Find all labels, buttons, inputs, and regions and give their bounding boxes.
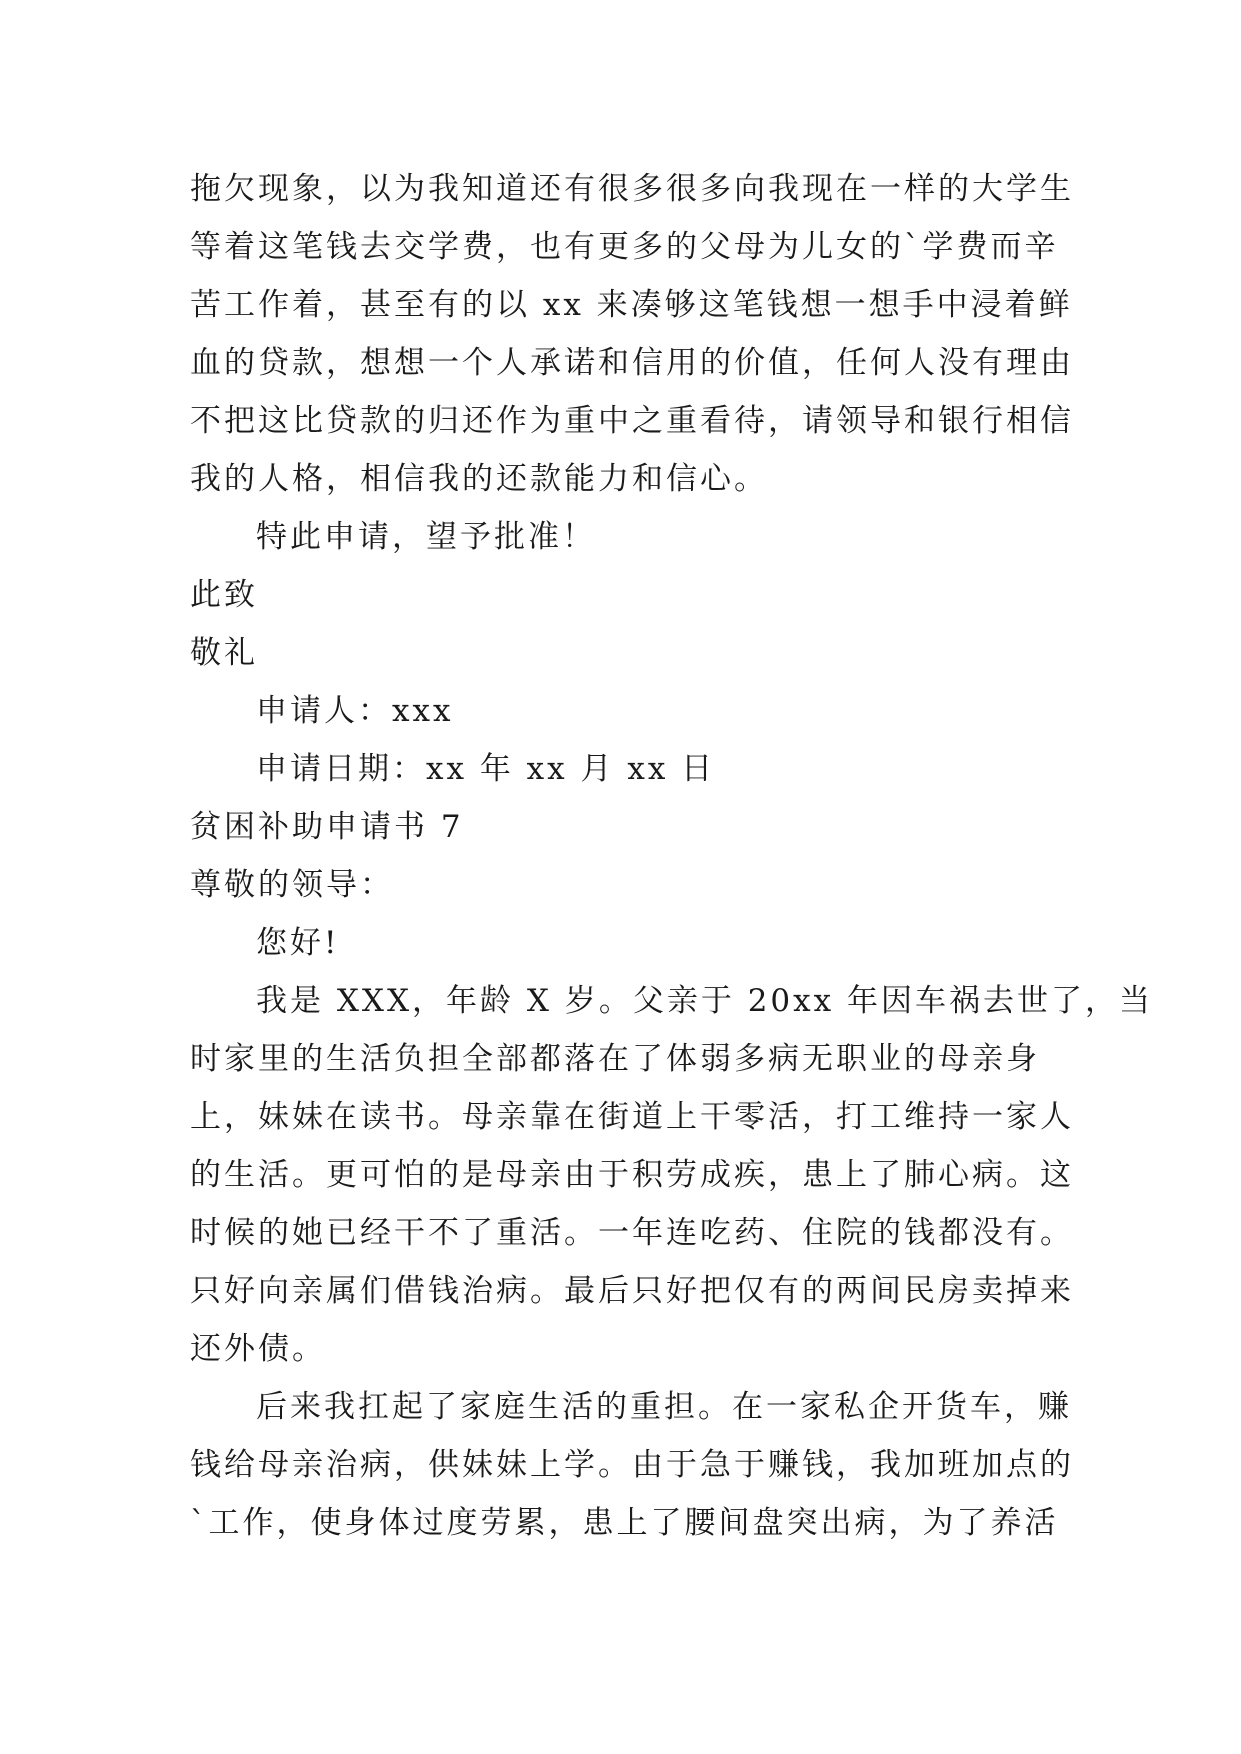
text-line: 等着这笔钱去交学费，也有更多的父母为儿女的`学费而辛: [190, 229, 1059, 265]
greeting-line: 尊敬的领导：: [190, 867, 394, 903]
text-line: 时候的她已经干不了重活。一年连吃药、住院的钱都没有。: [190, 1215, 1074, 1251]
document-body: [190, 160, 1153, 1552]
text-line: 钱给母亲治病，供妹妹上学。由于急于赚钱，我加班加点的: [190, 1447, 1074, 1483]
applicant-name: 申请人：xxx: [256, 693, 454, 729]
text-line: 上，妹妹在读书。母亲靠在街道上干零活，打工维持一家人: [190, 1099, 1074, 1135]
text-line: 的生活。更可怕的是母亲由于积劳成疾，患上了肺心病。这: [190, 1157, 1074, 1193]
application-date: 申请日期：xx 年 xx 月 xx 日: [256, 751, 716, 787]
text-line: 血的贷款，想想一个人承诺和信用的价值，任何人没有理由: [190, 345, 1074, 381]
text-line: 只好向亲属们借钱治病。最后只好把仅有的两间民房卖掉来: [190, 1273, 1074, 1309]
closing-request: 特此申请，望予批准！: [256, 519, 596, 555]
text-line: 不把这比贷款的归还作为重中之重看待，请领导和银行相信: [190, 403, 1074, 439]
section-title: 贫困补助申请书 7: [190, 809, 464, 845]
text-line: 我是 XXX，年龄 X 岁。父亲于 20xx 年因车祸去世了，当: [256, 983, 1153, 1019]
text-line: `工作，使身体过度劳累，患上了腰间盘突出病，为了养活: [190, 1505, 1059, 1541]
greeting-line: 您好!: [256, 925, 340, 961]
text-line: 我的人格，相信我的还款能力和信心。: [190, 461, 768, 497]
salutation-line: 敬礼: [190, 635, 258, 671]
salutation-line: 此致: [190, 577, 258, 613]
text-line: 还外债。: [190, 1331, 326, 1367]
text-line: 拖欠现象，以为我知道还有很多很多向我现在一样的大学生: [190, 171, 1074, 207]
text-line: 时家里的生活负担全部都落在了体弱多病无职业的母亲身: [190, 1041, 1040, 1077]
text-line: 后来我扛起了家庭生活的重担。在一家私企开货车，赚: [256, 1389, 1072, 1425]
text-line: 苦工作着，甚至有的以 xx 来凑够这笔钱想一想手中浸着鲜: [190, 287, 1073, 323]
